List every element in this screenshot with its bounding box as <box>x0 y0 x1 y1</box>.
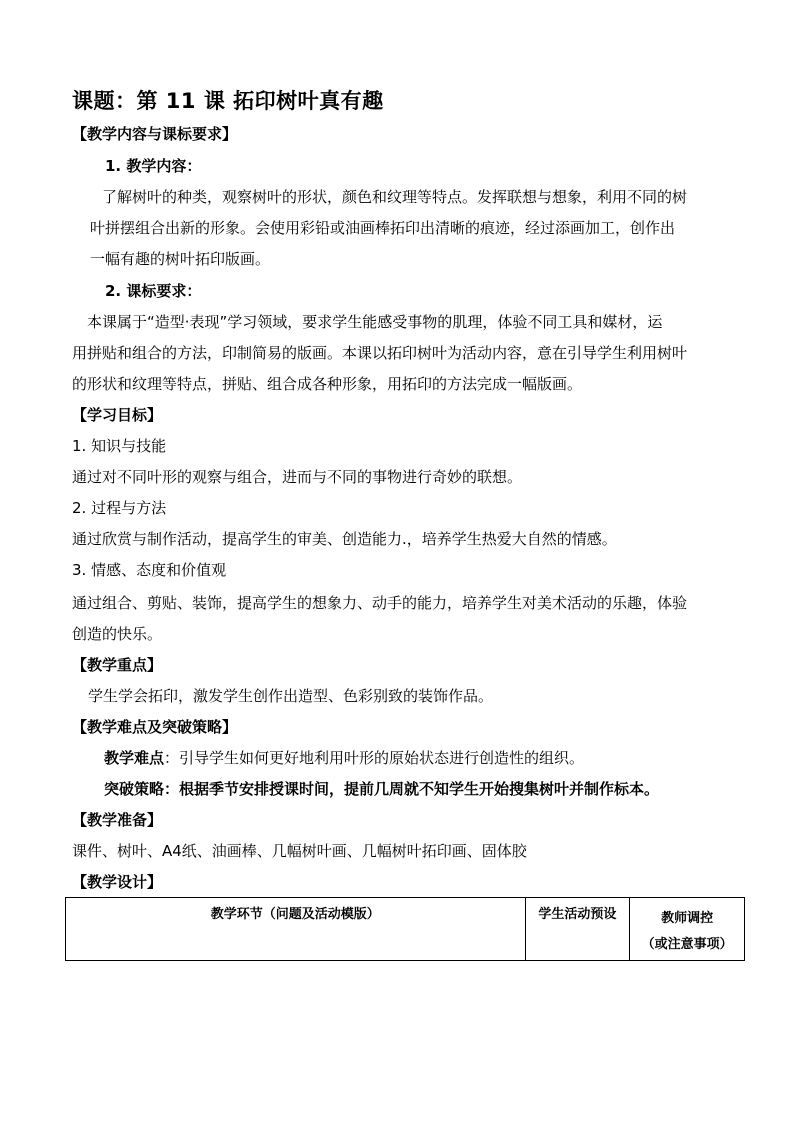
goal3-line-1: 通过组合、剪贴、装饰，提高学生的想象力、动手的能力，培养学生对美术活动的乐趣，体验 <box>72 594 688 612</box>
lesson-title: 课题：第 11 课 拓印树叶真有趣 <box>72 89 384 113</box>
goal3-label: 3. 情感、态度和价值观 <box>72 561 227 579</box>
header-cell-stage <box>66 898 526 961</box>
goal2-text: 通过欣赏与制作活动，提高学生的审美、创造能力.，培养学生热爱大自然的情感。 <box>72 530 617 548</box>
header-teacher-line2: （或注意事项） <box>641 937 733 952</box>
item2-label: 2. 课标要求： <box>105 282 202 300</box>
key-points-text: 学生学会拓印，激发学生创作出造型、色彩别致的装饰作品。 <box>88 687 494 705</box>
difficulty-line <box>104 748 584 768</box>
goal2-label: 2. 过程与方法 <box>72 499 167 517</box>
goal1-text: 通过对不同叶形的观察与组合，进而与不同的事物进行奇妙的联想。 <box>72 468 523 486</box>
item1-line-3: 一幅有趣的树叶拓印版画。 <box>90 250 271 268</box>
item1-label: 1. 教学内容： <box>105 157 202 175</box>
design-table <box>65 897 745 961</box>
heading-content-requirements: 【教学内容与课标要求】 <box>72 125 238 143</box>
goal1-label: 1. 知识与技能 <box>72 437 167 455</box>
header-cell-teacher <box>630 898 745 961</box>
heading-key-points: 【教学重点】 <box>72 656 163 674</box>
goal3-line-2: 创造的快乐。 <box>72 625 163 643</box>
heading-design: 【教学设计】 <box>72 873 163 891</box>
heading-preparation: 【教学准备】 <box>72 811 163 829</box>
heading-learning-goals: 【学习目标】 <box>72 406 163 424</box>
difficulty-text: ：引导学生如何更好地利用叶形的原始状态进行创造性的组织。 <box>164 749 585 767</box>
header-cell-student <box>525 898 630 961</box>
strategy-text: 突破策略：根据季节安排授课时间，提前几周就不知学生开始搜集树叶并制作标本。 <box>104 780 660 798</box>
item2-line-2: 用拼贴和组合的方法，印制简易的版画。本课以拓印树叶为活动内容，意在引导学生利用树叶 <box>72 344 688 362</box>
header-stage-label: 教学环节（问题及活动模版） <box>210 907 380 922</box>
table-header-row <box>66 898 745 961</box>
header-teacher-line1: 教师调控 <box>661 911 714 926</box>
item1-line-2: 叶拼摆组合出新的形象。会使用彩铅或油画棒拓印出清晰的痕迹，经过添画加工，创作出 <box>90 219 676 237</box>
header-student-label: 学生活动预设 <box>538 907 617 922</box>
item2-line-3: 的形状和纹理等特点，拼贴、组合成各种形象，用拓印的方法完成一幅版画。 <box>72 375 583 393</box>
preparation-text: 课件、树叶、A4纸、油画棒、几幅树叶画、几幅树叶拓印画、固体胶 <box>72 842 527 860</box>
item1-line-1: 了解树叶的种类，观察树叶的形状，颜色和纹理等特点。发挥联想与想象，利用不同的树 <box>102 188 688 206</box>
item2-line-1: 本课属于“造型·表现”学习领域，要求学生能感受事物的肌理，体验不同工具和媒材，运 <box>87 313 663 331</box>
difficulty-label: 教学难点 <box>104 749 165 767</box>
header-teacher-label <box>630 898 744 958</box>
heading-difficulty: 【教学难点及突破策略】 <box>72 718 238 736</box>
